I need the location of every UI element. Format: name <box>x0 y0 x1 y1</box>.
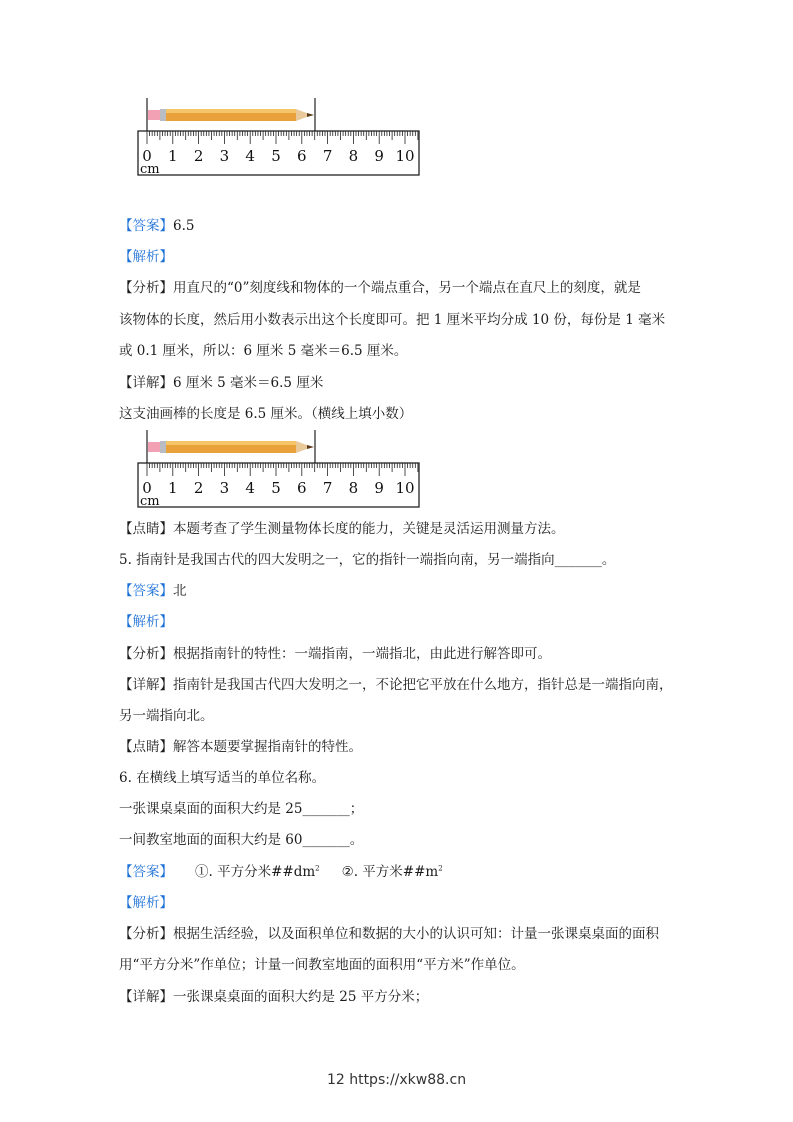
xiangjie-tag: 【详解】 <box>119 375 173 391</box>
q6-fenxi-2: 用“平方分米”作单位；计量一间教室地面的面积用“平方米”作单位。 <box>119 957 525 973</box>
page-footer: 12 https://xkw88.cn <box>326 1072 467 1088</box>
q4-xiangjie-2: 这支油画棒的长度是 6.5 厘米。（横线上填小数） <box>119 406 413 422</box>
q5-xiangjie-2: 另一端指向北。 <box>119 708 214 724</box>
q5-dianjing <box>119 737 362 757</box>
q4-answer <box>119 216 194 236</box>
q6-line-1: 一张课桌桌面的面积大约是 25_______； <box>119 801 364 817</box>
ruler-number: 4 <box>245 147 255 165</box>
ruler-figure-2 <box>137 430 422 510</box>
jiexi-tag: 【解析】 <box>119 614 173 630</box>
ruler-number: 10 <box>395 479 415 497</box>
q6-fenxi-1 <box>119 924 659 944</box>
fenxi-text: 用直尺的“0”刻度线和物体的一个端点重合，另一个端点在直尺上的刻度，就是 <box>173 280 641 296</box>
ruler <box>138 463 419 509</box>
ruler-number: 7 <box>322 479 333 497</box>
dianjing-text: 解答本题要掌握指南针的特性。 <box>173 739 362 755</box>
xiangjie-text: 一张课桌桌面的面积大约是 25 平方分米； <box>173 989 429 1005</box>
answer-tag: 【答案】 <box>119 218 173 234</box>
ruler-number: 1 <box>168 147 178 165</box>
dianjing-text: 本题考查了学生测量物体长度的能力，关键是灵活运用测量方法。 <box>173 521 565 537</box>
dianjing-tag: 【点睛】 <box>119 521 173 537</box>
jiexi-tag: 【解析】 <box>119 249 173 265</box>
q6-line-2: 一间教室地面的面积大约是 60_______。 <box>119 832 364 848</box>
pencil-icon <box>147 98 315 132</box>
q4-xiangjie <box>119 373 323 393</box>
dianjing-tag: 【点睛】 <box>119 739 173 755</box>
ruler <box>138 131 419 177</box>
q6-xiangjie <box>119 987 428 1007</box>
jiexi-tag: 【解析】 <box>119 895 173 911</box>
q5-jiexi <box>119 612 173 632</box>
superscript: 2 <box>438 864 443 873</box>
answer-text: 6.5 <box>173 218 195 234</box>
pencil-icon <box>147 430 315 464</box>
fenxi-tag: 【分析】 <box>119 926 173 942</box>
ruler-number: 3 <box>219 147 230 165</box>
ruler-number: 8 <box>348 479 359 497</box>
ruler-number: 2 <box>193 479 204 497</box>
ruler-number: 9 <box>374 479 384 497</box>
answer-text: 北 <box>173 583 187 599</box>
ruler-number: 1 <box>168 479 178 497</box>
ruler-number: 5 <box>271 479 281 497</box>
q5-fenxi <box>119 644 551 664</box>
answer-1: ①. 平方分米##dm <box>195 864 316 880</box>
q6-jiexi <box>119 893 173 913</box>
ruler-number: 7 <box>322 147 333 165</box>
fenxi-text: 根据指南针的特性：一端指南，一端指北，由此进行解答即可。 <box>173 646 551 662</box>
q6-question: 6. 在横线上填写适当的单位名称。 <box>119 770 326 786</box>
ruler-number: 6 <box>297 147 307 165</box>
ruler-number: 0 <box>142 479 152 497</box>
q4-fenxi-2: 该物体的长度，然后用小数表示出这个长度即可。把 1 厘米平均分成 10 份，每份是 1 毫米 <box>119 312 666 328</box>
fenxi-tag: 【分析】 <box>119 646 173 662</box>
q5-question: 5. 指南针是我国古代的四大发明之一，它的指针一端指向南，另一端指向_______。 <box>119 552 616 568</box>
ruler-number: 8 <box>348 147 359 165</box>
ruler-number: 3 <box>219 479 230 497</box>
ruler-number: 10 <box>395 147 415 165</box>
q5-answer <box>119 581 187 601</box>
xiangjie-tag: 【详解】 <box>119 989 173 1005</box>
superscript: 2 <box>315 864 320 873</box>
answer-tag: 【答案】 <box>119 583 173 599</box>
xiangjie-tag: 【详解】 <box>119 677 173 693</box>
xiangjie-text: 6 厘米 5 毫米＝6.5 厘米 <box>173 375 324 391</box>
answer-2: ②. 平方米##m <box>341 864 439 880</box>
fenxi-text: 根据生活经验，以及面积单位和数据的大小的认识可知：计量一张课桌桌面的面积 <box>173 926 659 942</box>
q4-dianjing <box>119 519 565 539</box>
ruler-unit: cm <box>140 494 160 509</box>
q5-xiangjie-1 <box>119 675 673 695</box>
ruler-unit: cm <box>140 162 160 177</box>
q4-jiexi <box>119 247 173 267</box>
q4-fenxi-3: 或 0.1 厘米，所以：6 厘米 5 毫米＝6.5 厘米。 <box>119 343 408 359</box>
xiangjie-text: 指南针是我国古代四大发明之一，不论把它平放在什么地方，指针总是一端指向南， <box>173 677 673 693</box>
q6-answer <box>119 862 443 882</box>
ruler-number: 6 <box>297 479 307 497</box>
ruler-figure-1 <box>137 98 422 178</box>
ruler-number: 2 <box>193 147 204 165</box>
ruler-number: 4 <box>245 479 255 497</box>
q4-fenxi-1 <box>119 278 641 298</box>
ruler-number: 5 <box>271 147 281 165</box>
ruler-number: 0 <box>142 147 152 165</box>
fenxi-tag: 【分析】 <box>119 280 173 296</box>
answer-tag: 【答案】 <box>119 864 173 880</box>
ruler-number: 9 <box>374 147 384 165</box>
